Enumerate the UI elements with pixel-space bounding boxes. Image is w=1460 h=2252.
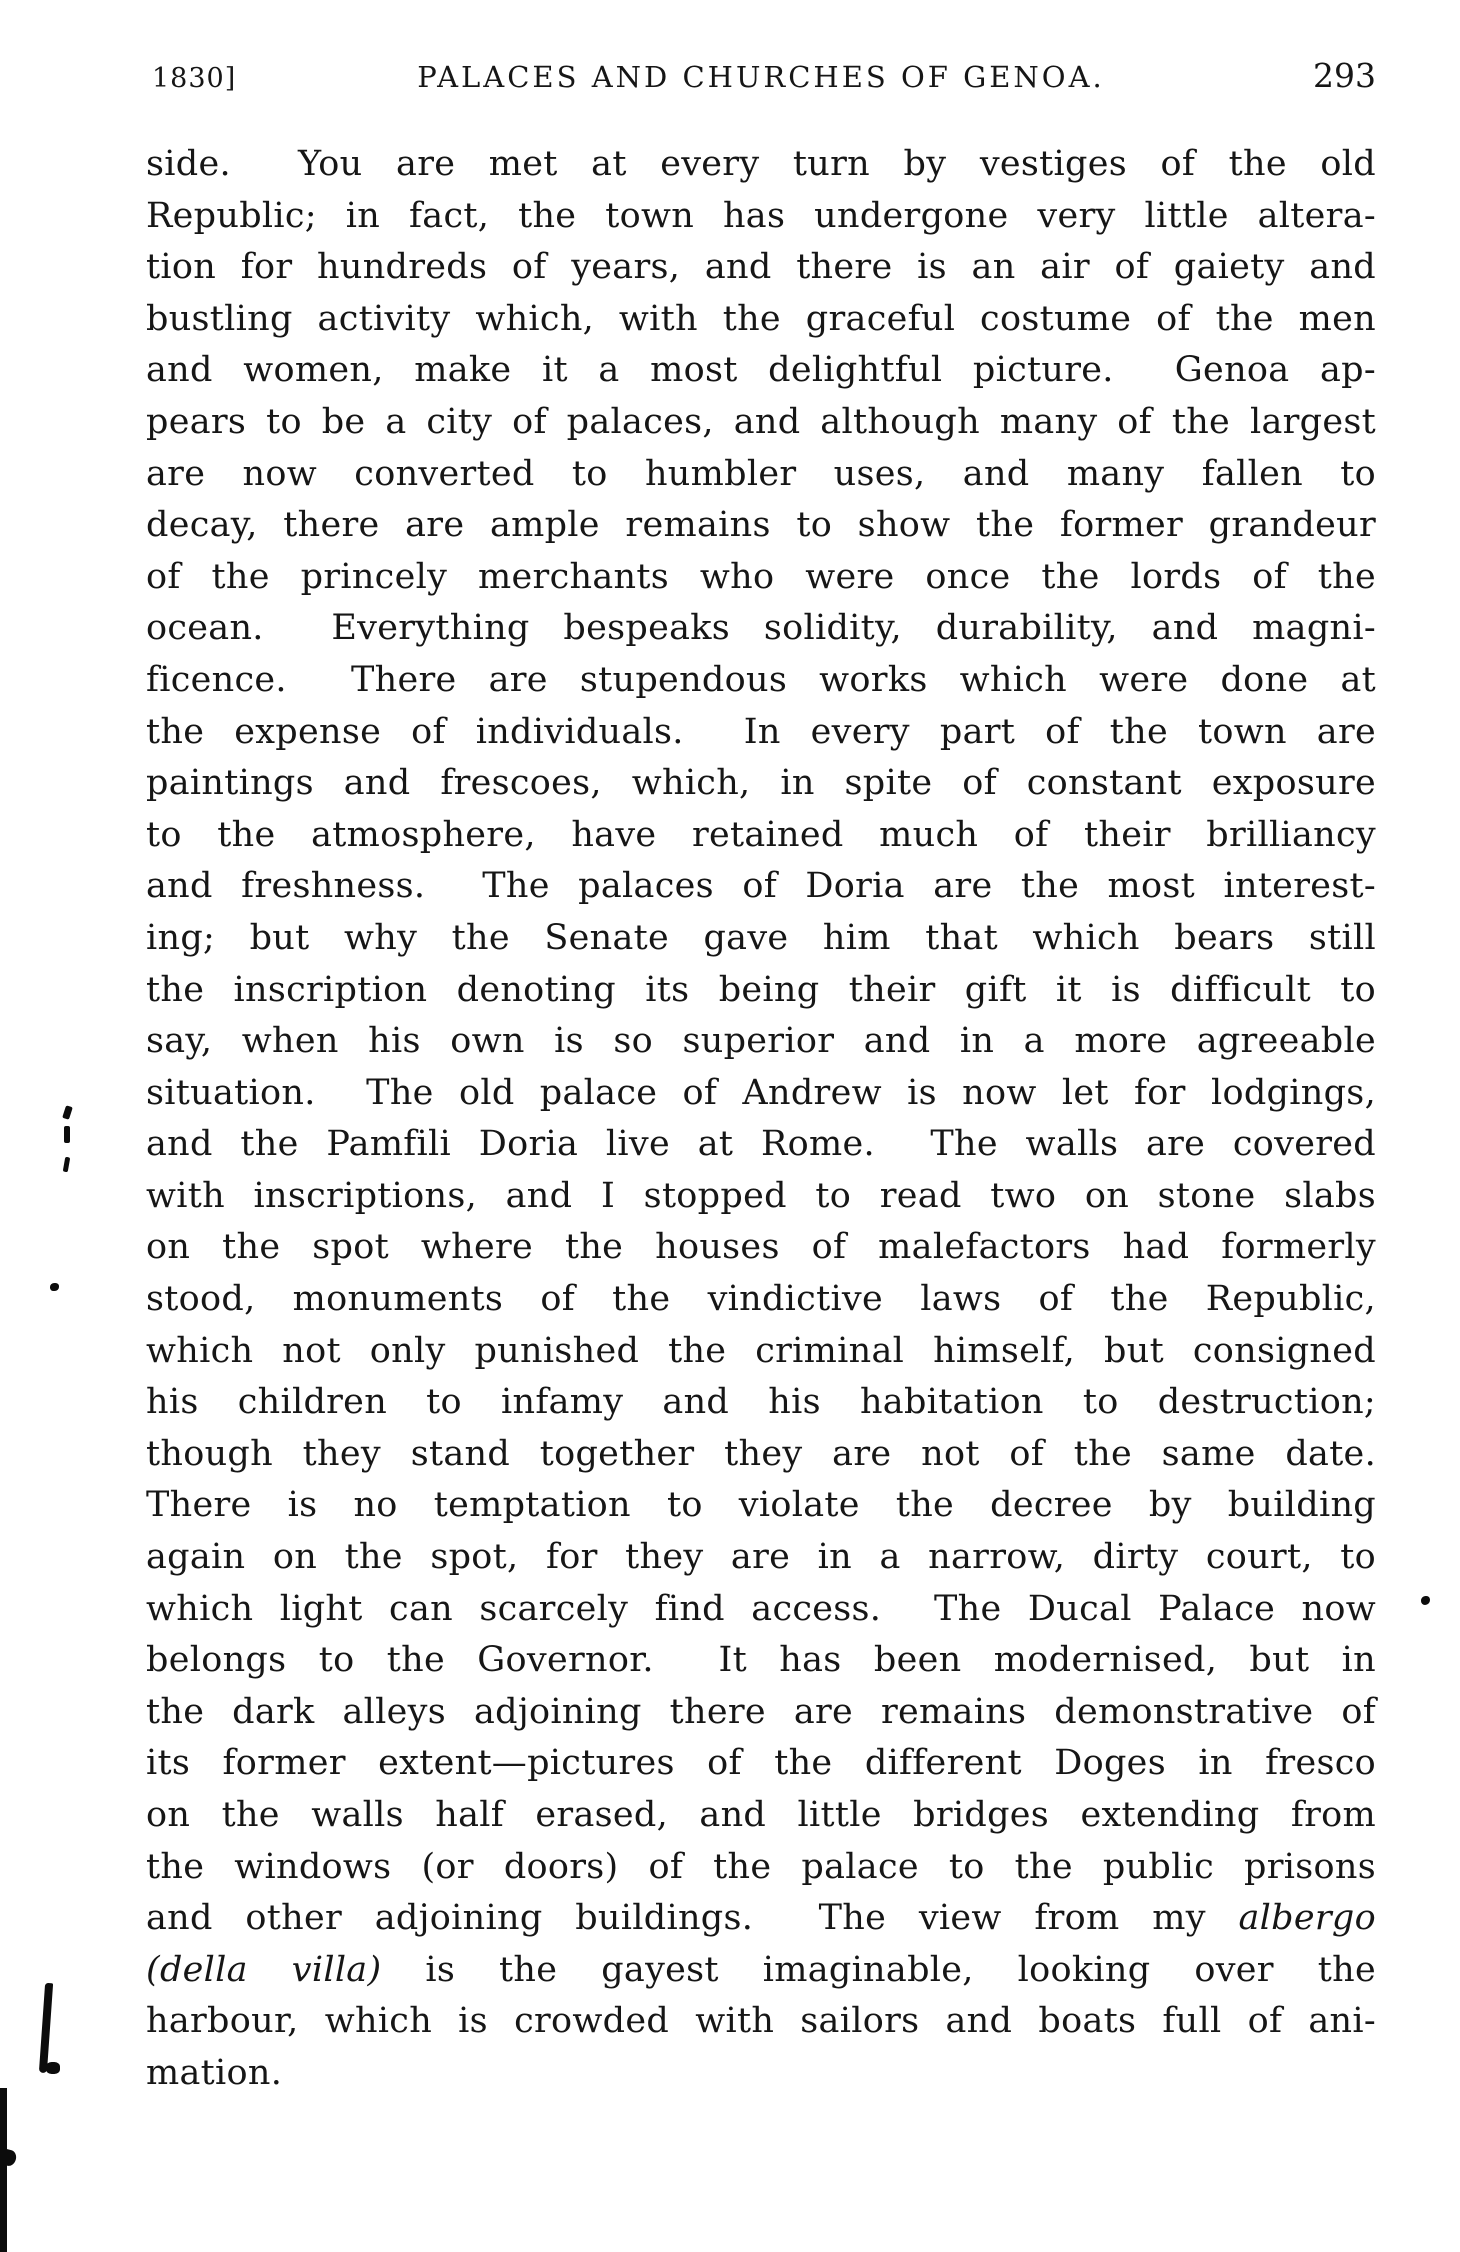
text-run: harbour, which is crowded with sailors and boats full of ani-: [146, 2001, 1376, 2042]
text-run: Republic; in fact, the town has undergone very little altera-: [146, 195, 1376, 236]
text-line: [146, 500, 1376, 552]
text-run: mation.: [146, 2052, 283, 2093]
text-line: [146, 1532, 1376, 1584]
text-line: [146, 552, 1376, 604]
text-line: [146, 1945, 1376, 1997]
text-line: [146, 1171, 1376, 1223]
text-line: [146, 1842, 1376, 1894]
margin-ink-stroke: [39, 1983, 53, 2073]
text-run: again on the spot, for they are in a narrow, dirty court, to: [146, 1537, 1376, 1578]
text-line: [146, 1119, 1376, 1171]
text-line: [146, 1480, 1376, 1532]
margin-ink-dot: [50, 1283, 59, 1291]
text-run: on the walls half erased, and little bridges extending from: [146, 1795, 1376, 1835]
text-line: [146, 1893, 1376, 1945]
text-run: bustling activity which, with the graceful costume of the men: [146, 298, 1376, 339]
text-run: ocean. Everything bespeaks solidity, durability, and magni-: [146, 608, 1376, 649]
text-run: to the atmosphere, have retained much of their brilliancy: [146, 814, 1376, 855]
text-run: of the princely merchants who were once the lords of the: [146, 556, 1376, 597]
page-edge-scan-artifact: [1, 2149, 18, 2168]
text-line: [146, 1016, 1376, 1068]
text-run: are now converted to humbler uses, and many fallen to: [146, 453, 1376, 494]
text-run: There is no temptation to violate the decree by building: [146, 1485, 1376, 1526]
margin-ink-speck: [64, 1126, 70, 1143]
text-line: [146, 861, 1376, 913]
text-line: [146, 1429, 1376, 1481]
text-line: [146, 655, 1376, 707]
text-line: [146, 1068, 1376, 1120]
text-run: which light can scarcely find access. The Ducal Palace now: [146, 1588, 1376, 1629]
running-header: [146, 56, 1376, 100]
text-run: on the spot where the houses of malefactors had formerly: [146, 1227, 1376, 1268]
text-line: [146, 242, 1376, 294]
text-line: [146, 1996, 1376, 2048]
text-run: belongs to the Governor. It has been modernised, but in: [146, 1640, 1376, 1681]
text-line: [146, 345, 1376, 397]
text-line: [146, 294, 1376, 346]
text-line: [146, 139, 1376, 191]
page-body: [146, 139, 1376, 2100]
text-line: [146, 191, 1376, 243]
text-run: and other adjoining buildings. The view from my: [146, 1898, 1239, 1939]
text-run: its former extent—pictures of the different Doges in fresco: [146, 1743, 1376, 1784]
text-line: [146, 1584, 1376, 1636]
text-line: [146, 1222, 1376, 1274]
text-run: and freshness. The palaces of Doria are the most interest-: [146, 866, 1376, 907]
text-run: ing; but why the Senate gave him that which bears still: [146, 917, 1376, 958]
margin-ink-dot: [1421, 1596, 1430, 1605]
page-edge-scan-artifact: [0, 2088, 7, 2252]
text-run: the windows (or doors) of the palace to the public prisons: [146, 1846, 1376, 1887]
text-run: though they stand together they are not of the same date.: [146, 1433, 1376, 1474]
text-run: and women, make it a most delightful picture. Genoa ap-: [146, 350, 1376, 391]
text-run: is the gayest imaginable, looking over the: [381, 1949, 1376, 1990]
text-line: [146, 913, 1376, 965]
margin-ink-stroke: [46, 2062, 60, 2074]
text-line: [146, 1274, 1376, 1326]
text-line: [146, 1738, 1376, 1790]
text-line: [146, 965, 1376, 1017]
page-number: 293: [1313, 56, 1376, 95]
text-run: the expense of individuals. In every part of the town are: [146, 711, 1376, 752]
text-line: [146, 810, 1376, 862]
text-line: [146, 758, 1376, 810]
text-line: [146, 2048, 1376, 2100]
text-run: say, when his own is so superior and in a more agreeable: [146, 1021, 1376, 1062]
text-run: side. You are met at every turn by vestiges of the old: [146, 144, 1376, 184]
header-year: 1830]: [152, 63, 237, 94]
margin-ink-speck: [62, 1105, 73, 1120]
margin-ink-speck: [63, 1157, 71, 1173]
text-run: situation. The old palace of Andrew is now let for lodgings,: [146, 1072, 1376, 1113]
text-line: [146, 449, 1376, 501]
text-line: [146, 397, 1376, 449]
text-run: with inscriptions, and I stopped to read two on stone slabs: [146, 1175, 1376, 1216]
text-run: ficence. There are stupendous works which were done at: [146, 659, 1376, 700]
text-run: his children to infamy and his habitation to destruction;: [146, 1382, 1376, 1423]
text-line: [146, 707, 1376, 759]
text-run: paintings and frescoes, which, in spite of constant exposure: [146, 763, 1376, 804]
text-run: stood, monuments of the vindictive laws of the Republic,: [146, 1279, 1376, 1320]
text-run: tion for hundreds of years, and there is an air of gaiety and: [146, 247, 1376, 288]
text-run: the dark alleys adjoining there are remains demonstrative of: [146, 1691, 1376, 1732]
text-run: and the Pamfili Doria live at Rome. The walls are covered: [146, 1124, 1376, 1165]
text-run: decay, there are ample remains to show the former grandeur: [146, 505, 1376, 546]
text-run: pears to be a city of palaces, and although many of the largest: [146, 401, 1376, 442]
text-line: [146, 1326, 1376, 1378]
text-line: [146, 1635, 1376, 1687]
text-line: [146, 1790, 1376, 1842]
text-run: the inscription denoting its being their gift it is difficult to: [146, 969, 1376, 1010]
text-line: [146, 603, 1376, 655]
header-title: PALACES AND CHURCHES OF GENOA.: [417, 60, 1105, 94]
text-line: [146, 1377, 1376, 1429]
italic-text-run: (della villa): [146, 1949, 382, 1990]
text-run: which not only punished the criminal himself, but consigned: [146, 1330, 1376, 1371]
italic-text-run: albergo: [1238, 1898, 1376, 1939]
text-line: [146, 1687, 1376, 1739]
